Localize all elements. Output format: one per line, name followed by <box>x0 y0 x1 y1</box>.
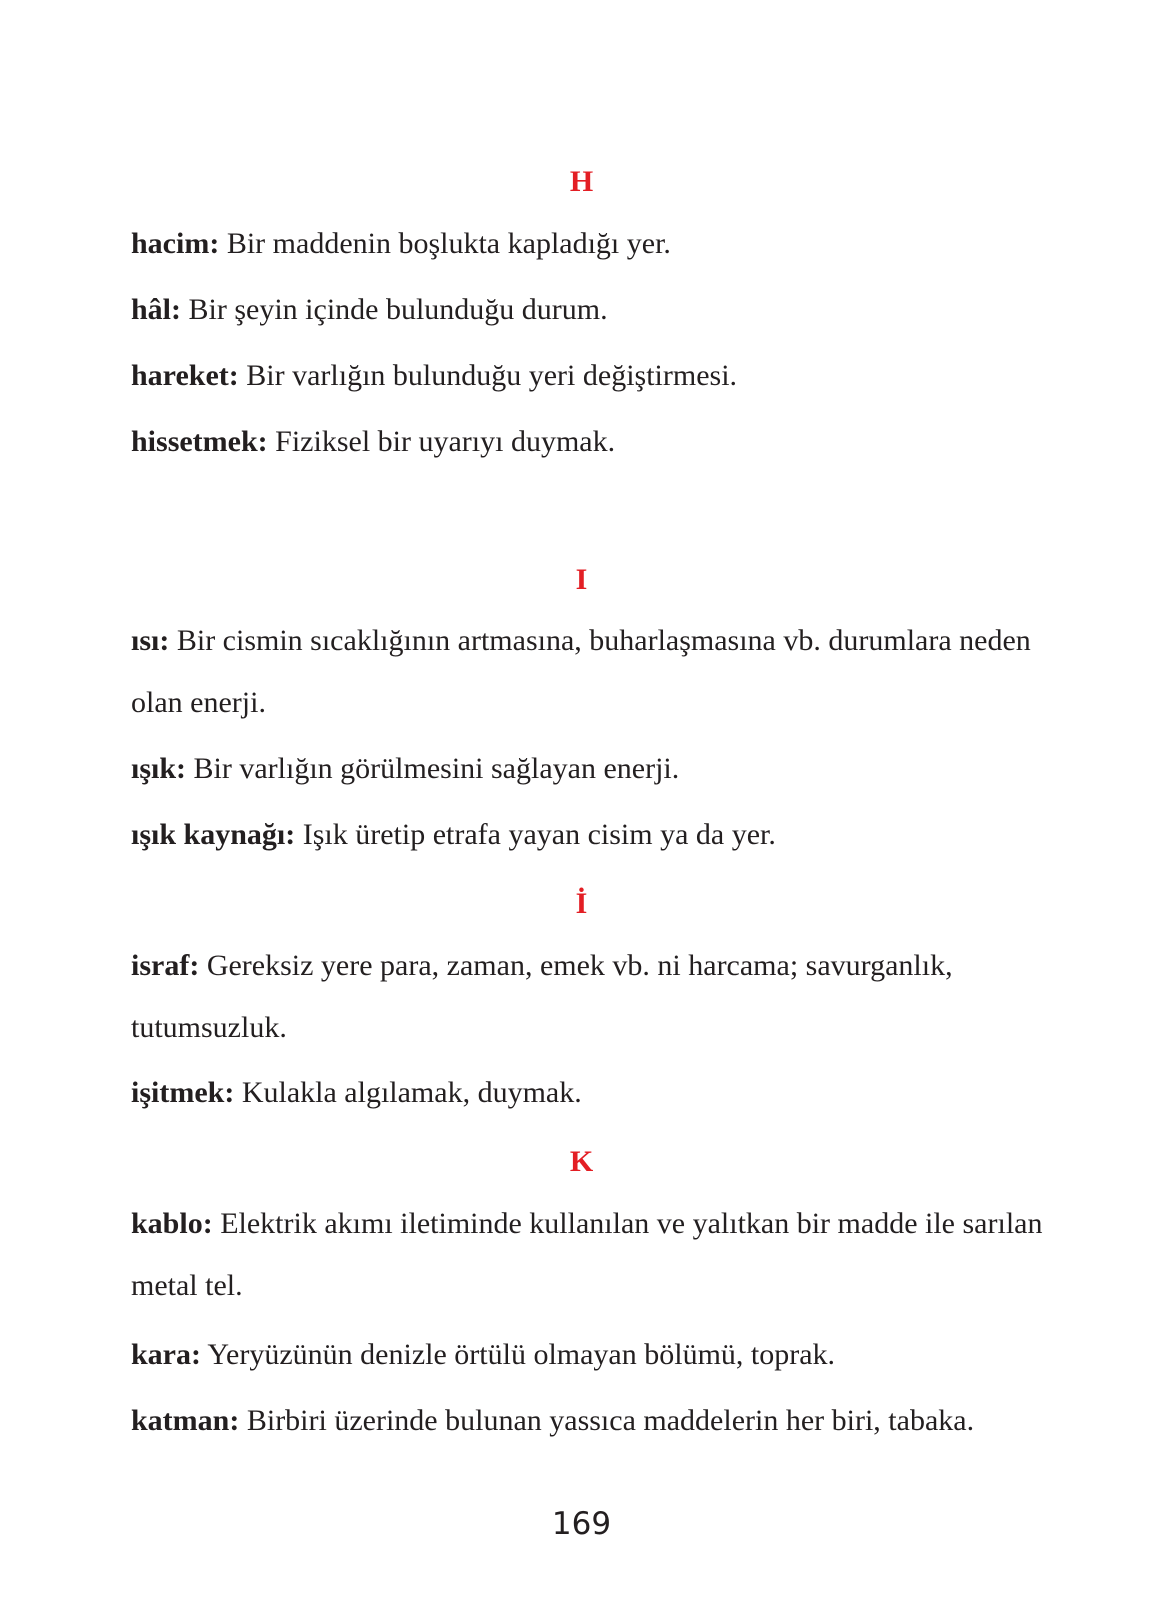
section-letter-i-dotted: İ <box>575 887 588 920</box>
entry-definition: Fiziksel bir uyarıyı duymak. <box>275 425 616 458</box>
entry-term: hissetmek: <box>131 425 268 458</box>
section-letter-i: I <box>575 563 588 596</box>
glossary-entry <box>131 738 1051 800</box>
glossary-entry <box>131 345 1051 407</box>
entry-term: hâl: <box>131 293 182 326</box>
entry-definition: Yeryüzünün denizle örtülü olmayan bölümü, toprak. <box>207 1338 836 1371</box>
entry-term: israf: <box>131 949 200 982</box>
entry-term: hareket: <box>131 359 239 392</box>
entry-definition: Bir maddenin boşlukta kapladığı yer. <box>226 227 671 260</box>
entry-definition: Birbiri üzerinde bulunan yassıca maddelerin her biri, tabaka. <box>246 1404 975 1437</box>
entry-definition: Işık üretip etrafa yayan cisim ya da yer. <box>302 818 776 851</box>
glossary-entry <box>131 1324 1051 1386</box>
glossary-entry <box>131 213 1051 275</box>
entry-definition: Elektrik akımı iletiminde kullanılan ve yalıtkan bir madde ile sarılan metal tel. <box>131 1207 1043 1302</box>
glossary-entry <box>131 1390 1051 1452</box>
section-letter-h: H <box>569 165 594 198</box>
entry-term: işitmek: <box>131 1076 235 1109</box>
entry-definition: Bir varlığın bulunduğu yeri değiştirmesi. <box>246 359 738 392</box>
entry-term: kara: <box>131 1338 201 1371</box>
glossary-entry <box>131 804 1051 866</box>
glossary-entry <box>131 1193 1051 1317</box>
entry-definition: Gereksiz yere para, zaman, emek vb. ni harcama; savurganlık, tutumsuzluk. <box>131 949 953 1044</box>
entry-term: ışık kaynağı: <box>131 818 296 851</box>
entry-term: ısı: <box>131 624 170 657</box>
page-number: 169 <box>551 1506 612 1542</box>
entry-term: katman: <box>131 1404 240 1437</box>
glossary-entry <box>131 1062 1051 1124</box>
entry-definition: Kulakla algılamak, duymak. <box>241 1076 582 1109</box>
glossary-entry <box>131 935 1051 1059</box>
glossary-entry <box>131 411 1051 473</box>
entry-term: kablo: <box>131 1207 213 1240</box>
entry-definition: Bir şeyin içinde bulunduğu durum. <box>188 293 608 326</box>
glossary-entry <box>131 279 1051 341</box>
glossary-entry <box>131 610 1051 734</box>
entry-term: ışık: <box>131 752 187 785</box>
entry-definition: Bir cismin sıcaklığının artmasına, buharlaşmasına vb. durumlara neden olan enerji. <box>131 624 1031 719</box>
section-letter-k: K <box>569 1145 594 1178</box>
entry-definition: Bir varlığın görülmesini sağlayan enerji. <box>193 752 680 785</box>
entry-term: hacim: <box>131 227 220 260</box>
